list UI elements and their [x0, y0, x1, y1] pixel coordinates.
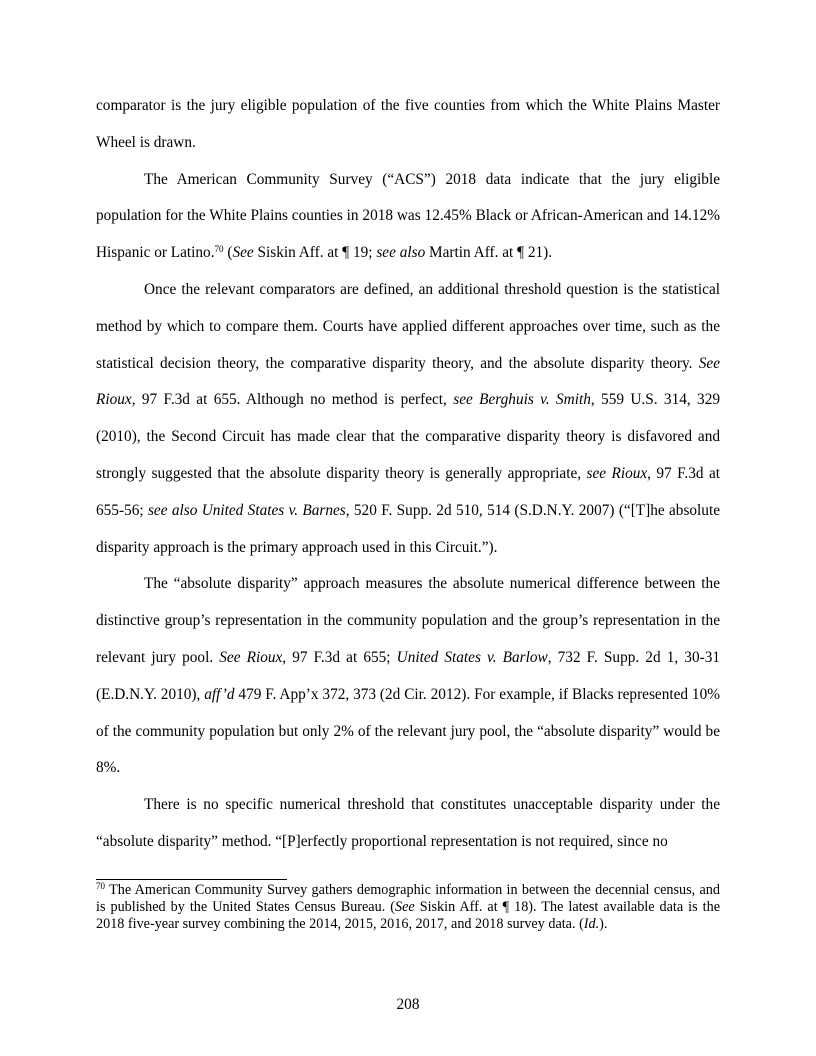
- paragraph-statistical-method: [96, 272, 720, 566]
- text-run: Siskin Aff. at ¶ 19;: [253, 244, 377, 262]
- footnote-separator: [96, 879, 287, 880]
- citation-italic: see Rioux: [586, 464, 648, 482]
- citation-italic: See Rioux: [219, 648, 283, 666]
- text-run: , 559 U.S. 314, 329 (2010), the Second Circuit has made clear that the comparative disparity theory is disfavored and strongly suggested that the absolute disparity theory is generally appropriate,: [96, 391, 720, 482]
- paragraph-threshold: [96, 787, 720, 861]
- text-run: There is no specific numerical threshold that constitutes unacceptable disparity under the “absolute disparity” method. “[P]erfectly proportional representation is not required, since no: [96, 796, 720, 850]
- footnote-70: [96, 882, 720, 933]
- text-run: , 520 F. Supp. 2d 510, 514 (S.D.N.Y. 2007) (“[T]he absolute disparity approach is the primary approach used in this Circuit.”).: [96, 501, 720, 556]
- citation-italic: See: [232, 244, 254, 262]
- text-run: , 97 F.3d at 655;: [282, 648, 397, 666]
- text-run: The American Community Survey gathers demographic information in between the decennial census, and is published by the United States Census Bureau. (: [96, 882, 720, 916]
- citation-italic: United States v. Barlow: [396, 648, 548, 666]
- citation-italic: See Rioux: [96, 354, 720, 409]
- paragraph-absolute-disparity: [96, 566, 720, 787]
- footnote-marker: 70: [96, 881, 105, 891]
- citation-italic: Id.: [583, 916, 600, 933]
- text-run: , 732 F. Supp. 2d 1, 30-31 (E.D.N.Y. 2010),: [96, 648, 720, 703]
- paragraph-continuation: [96, 88, 720, 162]
- citation-italic: aff’d: [204, 685, 235, 703]
- footnote-marker: 70: [214, 244, 224, 255]
- citation-italic: See: [394, 899, 415, 916]
- text-run: Siskin Aff. at ¶ 18). The latest available data is the 2018 five-year survey combining the 2014, 2015, 2016, 2017, and 2018 survey data. (: [96, 899, 720, 933]
- text-run: , 97 F.3d at 655. Although no method is perfect,: [131, 391, 454, 409]
- text-run: Martin Aff. at ¶ 21).: [425, 244, 553, 262]
- text-run: The American Community Survey (“ACS”) 2018 data indicate that the jury eligible population for the White Plains counties in 2018 was 12.45% Black or African-American and 14.12% Hispanic or Latino.: [96, 170, 720, 262]
- text-run: The “absolute disparity” approach measures the absolute numerical difference between the distinctive group’s representation in the community population and the group’s representation in the relevant jury pool.: [96, 575, 720, 666]
- citation-italic: see Berghuis v. Smith: [453, 391, 591, 409]
- text-run: comparator is the jury eligible population of the five counties from which the White Plains Master Wheel is drawn.: [96, 97, 720, 151]
- page-body: [96, 88, 720, 861]
- paragraph-acs-data: [96, 162, 720, 272]
- citation-italic: see also United States v. Barnes: [147, 501, 346, 519]
- page-number: 208: [396, 996, 420, 1013]
- text-run: Once the relevant comparators are defined, an additional threshold question is the statistical method by which to compare them. Courts have applied different approaches over time, such as the statistical decision theory, the comparative disparity theory, and the absolute disparity theory.: [96, 280, 720, 372]
- text-run: ).: [599, 916, 608, 933]
- text-run: , 97 F.3d at 655-56;: [96, 464, 720, 519]
- citation-italic: see also: [376, 244, 426, 262]
- text-run: 479 F. App’x 372, 373 (2d Cir. 2012). For example, if Blacks represented 10% of the community population but only 2% of the relevant jury pool, the “absolute disparity” would be 8%.: [96, 685, 720, 777]
- text-run: (: [223, 244, 233, 262]
